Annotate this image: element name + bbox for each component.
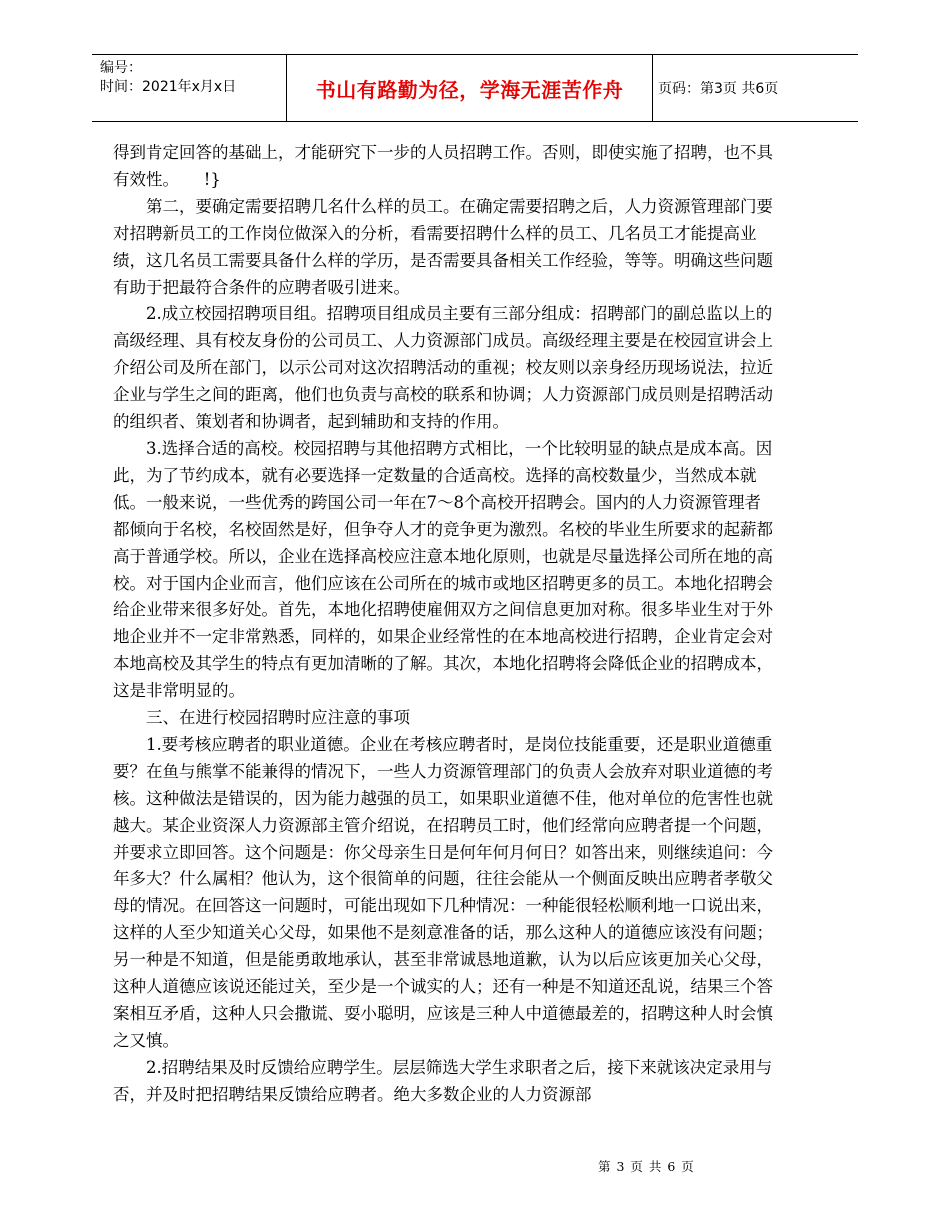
- document-body: [113, 140, 773, 1109]
- page-header: [92, 54, 858, 122]
- header-meta: [100, 59, 284, 117]
- header-page-info: 页码：第3页 共6页: [658, 81, 779, 97]
- section-heading: 三、在进行校园招聘时应注意的事项: [146, 708, 410, 728]
- body-paragraph-2: 第二，要确定需要招聘几名什么样的员工。在确定需要招聘之后，人力资源管理部门要对招聘新员工的工作岗位做深入的分析，看需要招聘什么样的员工、几名员工才能提高业绩，这几名员工需要具备什么样的学历，是否需要具备相关工作经验，等等。明确这些问题有助于把最符合条件的应聘者吸引进来。: [113, 196, 773, 297]
- header-motto-cell: [286, 55, 653, 121]
- header-motto: 书山有路勤为径，学海无涯苦作舟: [315, 77, 624, 102]
- body-paragraph-1: 得到肯定回答的基础上，才能研究下一步的人员招聘工作。否则，即使实施了招聘，也不具有效性。 !}: [113, 143, 773, 189]
- document-date: 时间：2021年x月x日: [100, 79, 237, 95]
- body-paragraph-3: 2.成立校园招聘项目组。招聘项目组成员主要有三部分组成：招聘部门的副总监以上的高级经理、具有校友身份的公司员工、人力资源部门成员。高级经理主要是在校园宣讲会上介绍公司及所在部门，以示公司对这次招聘活动的重视；校友则以亲身经历现场说法，拉近企业与学生之间的距离，他们也负责与高校的联系和协调；人力资源部门成员则是招聘活动的组织者、策划者和协调者，起到辅助和支持的作用。: [113, 304, 773, 432]
- body-paragraph-4: 3.选择合适的高校。校园招聘与其他招聘方式相比，一个比较明显的缺点是成本高。因此，为了节约成本，就有必要选择一定数量的合适高校。选择的高校数量少，当然成本就低。一般来说，一些优秀的跨国公司一年在7～8个高校开招聘会。国内的人力资源管理者都倾向于名校，名校固然是好，但争夺人才的竞争更为激烈。名校的毕业生所要求的起薪都高于普通学校。所以，企业在选择高校应注意本地化原则，也就是尽量选择公司所在地的高校。对于国内企业而言，他们应该在公司所在的城市或地区招聘更多的员工。本地化招聘会给企业带来很多好处。首先，本地化招聘使雇佣双方之间信息更加对称。很多毕业生对于外地企业并不一定非常熟悉，同样的，如果企业经常性的在本地高校进行招聘，企业肯定会对本地高校及其学生的特点有更加清晰的了解。其次，本地化招聘将会降低企业的招聘成本，这是非常明显的。: [113, 438, 773, 701]
- page-footer: 第 3 页 共 6 页: [598, 1159, 694, 1174]
- document-number-label: 编号：: [100, 60, 142, 76]
- body-paragraph-6: 2.招聘结果及时反馈给应聘学生。层层筛选大学生求职者之后，接下来就该决定录用与否，并及时把招聘结果反馈给应聘者。绝大多数企业的人力资源部: [113, 1057, 773, 1104]
- body-paragraph-5: 1.要考核应聘者的职业道德。企业在考核应聘者时，是岗位技能重要，还是职业道德重要？在鱼与熊掌不能兼得的情况下，一些人力资源管理部门的负责人会放弃对职业道德的考核。这种做法是错误的，因为能力越强的员工，如果职业道德不佳，他对单位的危害性也就越大。某企业资深人力资源部主管介绍说，在招聘员工时，他们经常向应聘者提一个问题，并要求立即回答。这个问题是：你父母亲生日是何年何月何日？如答出来，则继续追问：今年多大？什么属相？他认为，这个很简单的问题，往往会能从一个侧面反映出应聘者孝敬父母的情况。在回答这一问题时，可能出现如下几种情况：一种能很轻松顺利地一口说出来，这样的人至少知道关心父母，如果他不是刻意准备的话，那么这种人的道德应该没有问题；另一种是不知道，但是能勇敢地承认，甚至非常诚恳地道歉，认为以后应该更加关心父母，这种人道德应该说还能过关，至少是一个诚实的人；还有一种是不知道还乱说，结果三个答案相互矛盾，这种人只会撒谎、耍小聪明，应该是三种人中道德最差的，招聘这种人时会慎之又慎。: [113, 734, 773, 1050]
